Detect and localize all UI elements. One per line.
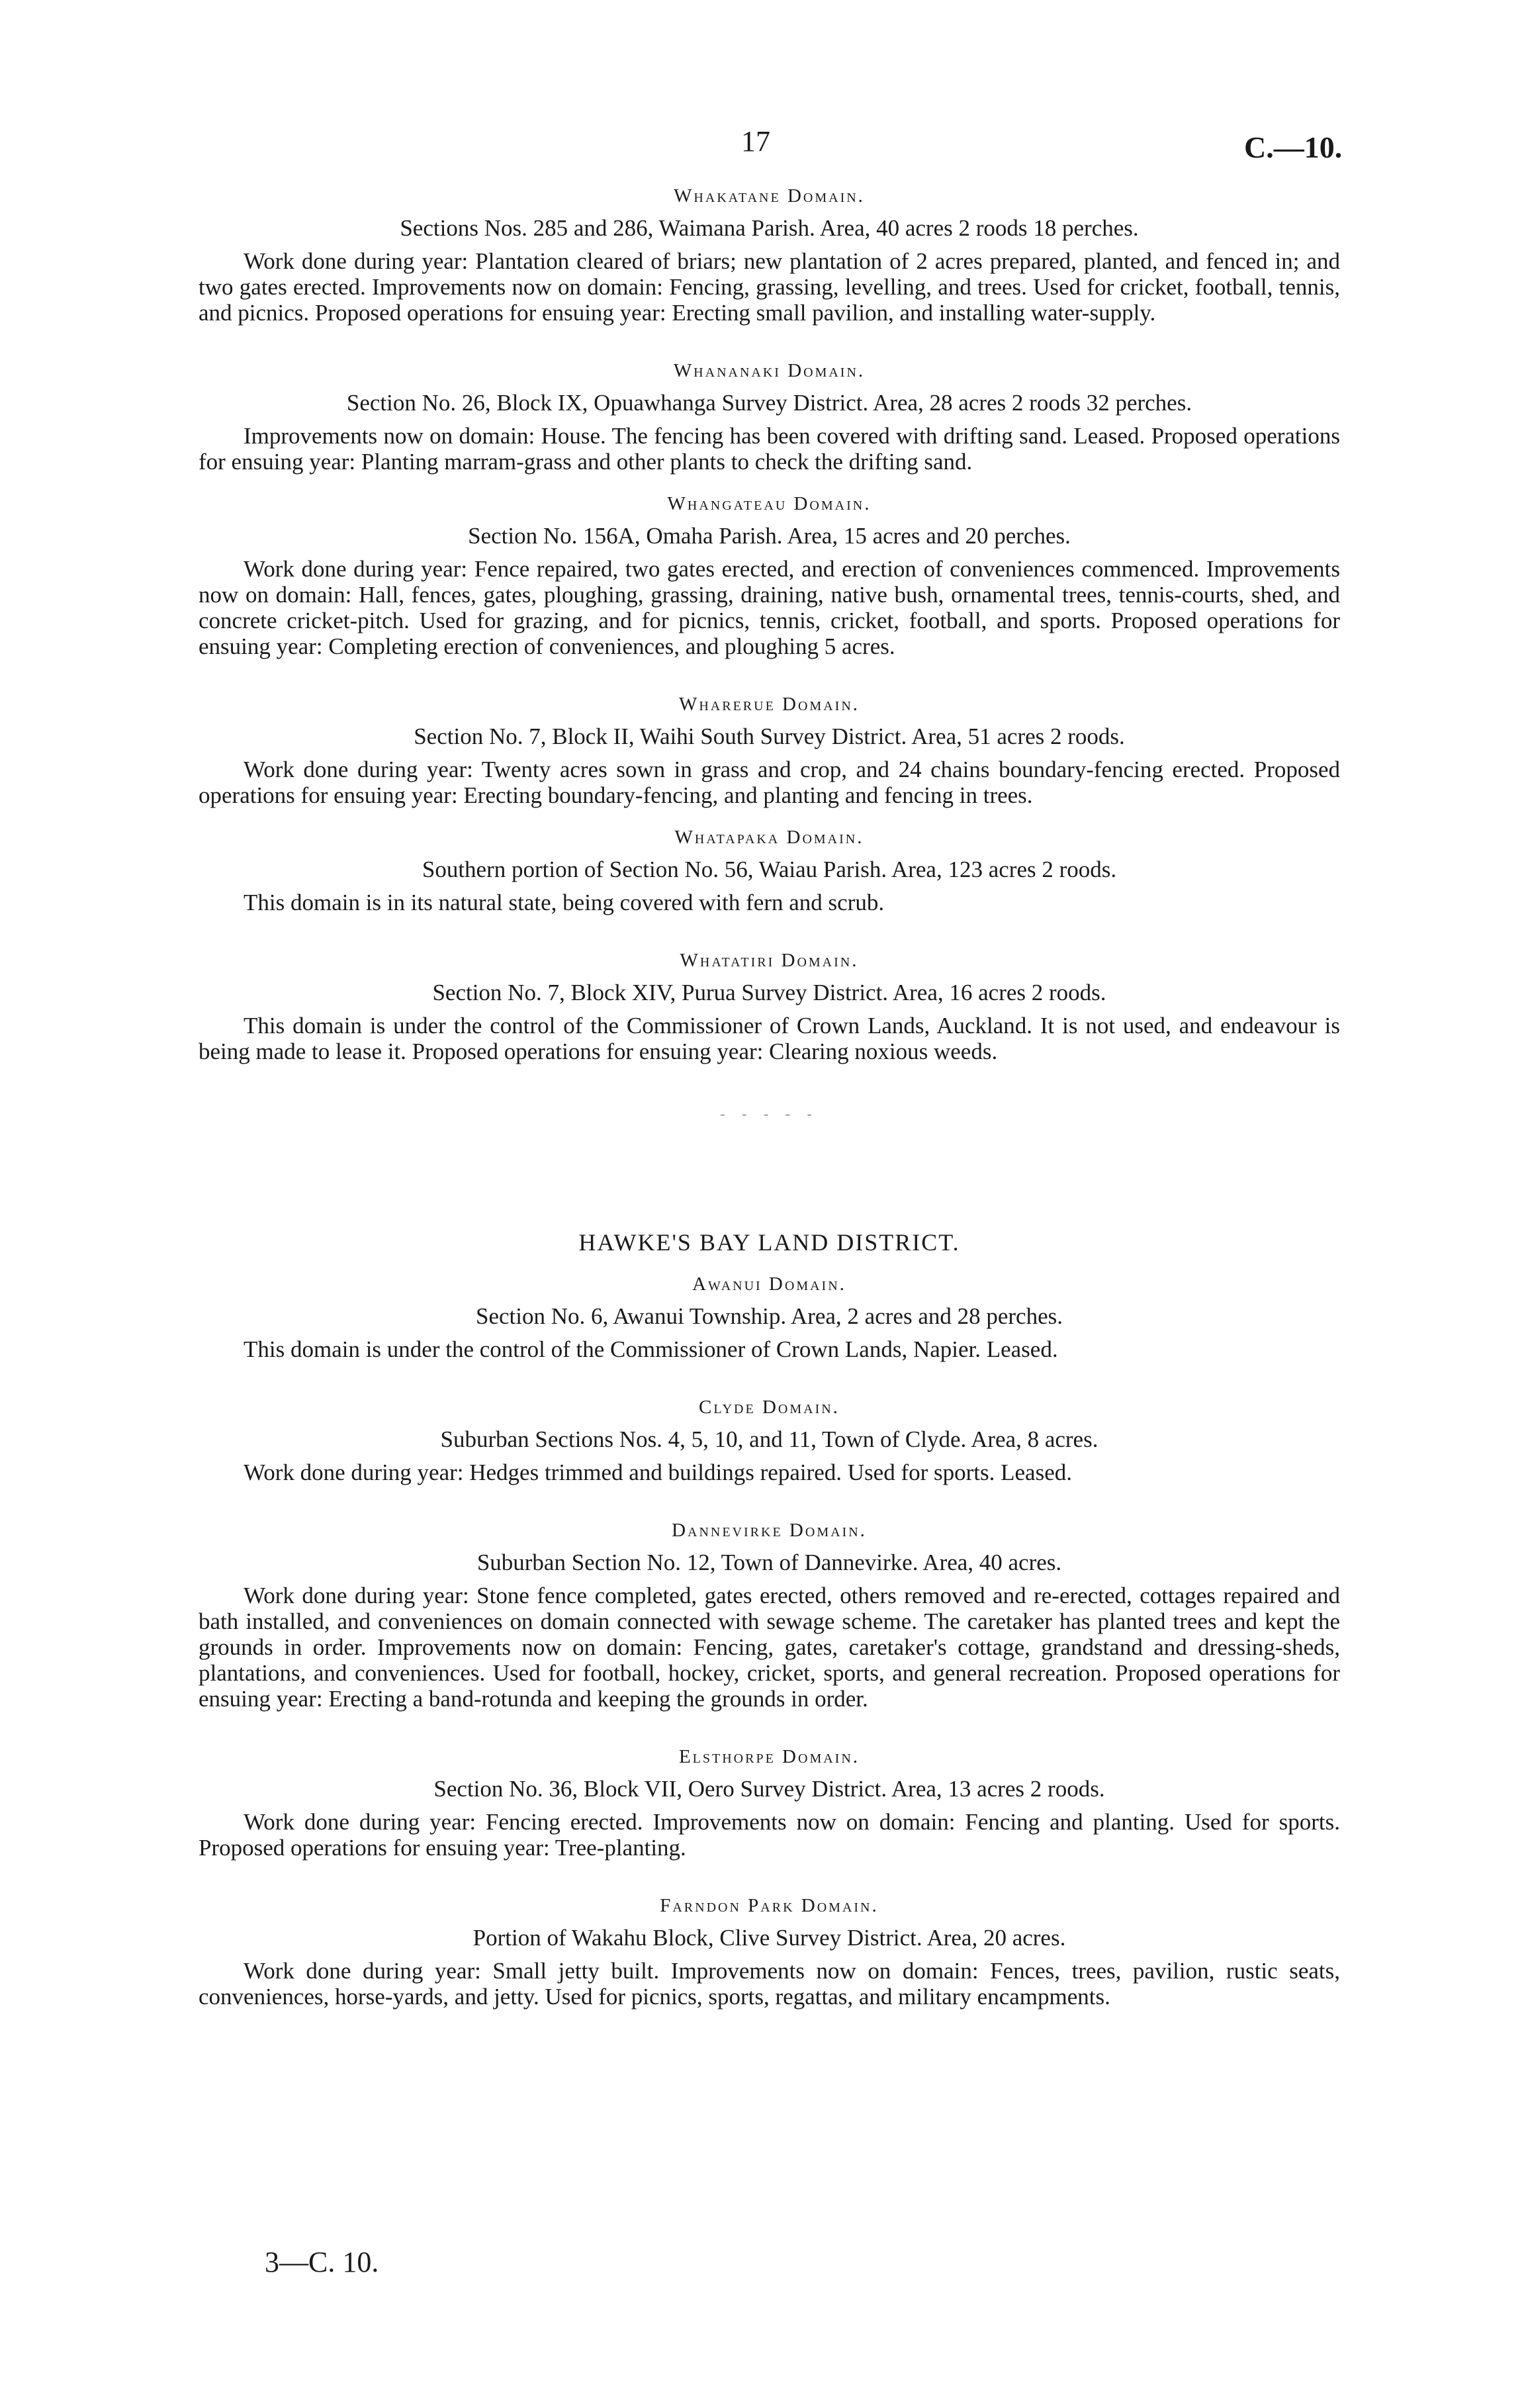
section-separator: - - - - -: [720, 1105, 819, 1122]
domain-entry-whakatane: [199, 185, 1340, 326]
domain-title: Wharerue Domain.: [678, 694, 860, 715]
section-description: Section No. 6, Awanui Township. Area, 2 acres and 28 perches.: [476, 1303, 1063, 1329]
domain-body: Work done during year: Twenty acres sown in grass and crop, and 24 chains boundary-fencing erected. Proposed operations for ensuing year: Erecting boundary-fencing, and planting and fencing in trees.: [199, 757, 1340, 808]
domain-entry-awanui: [199, 1273, 1340, 1362]
section-description: Sections Nos. 285 and 286, Waimana Parish. Area, 40 acres 2 roods 18 perches.: [400, 215, 1139, 241]
domain-body: Work done during year: Stone fence completed, gates erected, others removed and re-erected, cottages repaired and bath installed, and conveniences on domain connected with sewage scheme. The caretaker has planted trees and kept the grounds in order. Improvements now on domain: Fencing, gates, caretaker's cottage, grandstand and dressing-sheds, plantations, and conveniences. Used for football, hockey, cricket, sports, and general recreation. Proposed operations for ensuing year: Erecting a band-rotunda and keeping the grounds in order.: [199, 1583, 1340, 1712]
domain-body: Work done during year: Fencing erected. Improvements now on domain: Fencing and planting. Used for sports. Proposed operations for ensuing year: Tree-planting.: [199, 1809, 1340, 1861]
domain-entry-elsthorpe: [199, 1746, 1340, 1861]
domain-entry-whatatiri: [199, 950, 1340, 1064]
section-description: Section No. 7, Block II, Waihi South Survey District. Area, 51 acres 2 roods.: [414, 723, 1125, 749]
domain-title: Dannevirke Domain.: [672, 1520, 867, 1541]
section-description: Suburban Sections Nos. 4, 5, 10, and 11, Town of Clyde. Area, 8 acres.: [440, 1426, 1098, 1452]
page-signature: 3—C. 10.: [265, 2246, 379, 2278]
domain-entry-dannevirke: [199, 1520, 1340, 1712]
page-number: 17: [741, 125, 770, 158]
domain-title: Farndon Park Domain.: [660, 1895, 879, 1916]
section-description: Section No. 36, Block VII, Oero Survey District. Area, 13 acres 2 roods.: [433, 1776, 1105, 1802]
section-description: Section No. 7, Block XIV, Purua Survey District. Area, 16 acres 2 roods.: [432, 980, 1106, 1005]
domain-title: Whangateau Domain.: [667, 493, 872, 514]
domain-entry-wharerue: [199, 694, 1340, 808]
domain-title: Whananaki Domain.: [673, 360, 866, 381]
domain-body: Work done during year: Hedges trimmed and buildings repaired. Used for sports. Leased.: [244, 1459, 1072, 1485]
section-description: Section No. 26, Block IX, Opuawhanga Survey District. Area, 28 acres 2 roods 32 perches.: [346, 390, 1192, 416]
district-heading: HAWKE'S BAY LAND DISTRICT.: [578, 1229, 960, 1256]
domain-body: Work done during year: Plantation cleared of briars; new plantation of 2 acres prepared, planted, and fenced in; and two gates erected. Improvements now on domain: Fencing, grassing, levelling, and trees. Used for cricket, football, tennis, and picnics. Proposed operations for ensuing year: Erecting small pavilion, and installing water-supply.: [199, 248, 1340, 326]
domain-body: Work done during year: Fence repaired, two gates erected, and erection of conveniences commenced. Improvements now on domain: Hall, fences, gates, ploughing, grassing, draining, native bush, ornamental trees, tennis-courts, shed, and concrete cricket-pitch. Used for grazing, and for picnics, tennis, cricket, football, and sports. Proposed operations for ensuing year: Completing erection of conveniences, and ploughing 5 acres.: [199, 556, 1340, 659]
domain-entry-whananaki: [199, 360, 1340, 475]
domain-body: Work done during year: Small jetty built. Improvements now on domain: Fences, trees, pavilion, rustic seats, conveniences, horse-yards, and jetty. Used for picnics, sports, regattas, and military encampments.: [199, 1958, 1340, 2010]
domain-title: Awanui Domain.: [692, 1273, 846, 1295]
page-content: [199, 185, 1340, 2044]
domain-entry-whangateau: [199, 493, 1340, 659]
domain-title: Whatatiri Domain.: [680, 950, 859, 971]
domain-entry-clyde: [199, 1397, 1340, 1485]
domain-body: This domain is in its natural state, being covered with fern and scrub.: [244, 890, 885, 915]
domain-title: Elsthorpe Domain.: [678, 1746, 860, 1767]
domain-body: This domain is under the control of the Commissioner of Crown Lands, Auckland. It is not used, and endeavour is being made to lease it. Proposed operations for ensuing year: Clearing noxious weeds.: [199, 1013, 1340, 1064]
domain-entry-farndon-park: [199, 1895, 1340, 2010]
section-description: Southern portion of Section No. 56, Waiau Parish. Area, 123 acres 2 roods.: [422, 857, 1117, 882]
domain-body: This domain is under the control of the Commissioner of Crown Lands, Napier. Leased.: [244, 1336, 1058, 1362]
section-description: Portion of Wakahu Block, Clive Survey District. Area, 20 acres.: [472, 1925, 1066, 1951]
domain-title: Whatapaka Domain.: [674, 827, 864, 848]
domain-entry-whatapaka: [199, 827, 1340, 915]
document-reference: C.—10.: [1244, 130, 1343, 164]
domain-body: Improvements now on domain: House. The fencing has been covered with drifting sand. Leased. Proposed operations for ensuing year: Planting marram-grass and other plants to check the drifting sand.: [199, 423, 1340, 475]
domain-title: Clyde Domain.: [699, 1397, 840, 1418]
domain-title: Whakatane Domain.: [674, 185, 865, 207]
section-description: Section No. 156A, Omaha Parish. Area, 15 acres and 20 perches.: [468, 523, 1071, 549]
section-description: Suburban Section No. 12, Town of Dannevirke. Area, 40 acres.: [476, 1550, 1062, 1575]
